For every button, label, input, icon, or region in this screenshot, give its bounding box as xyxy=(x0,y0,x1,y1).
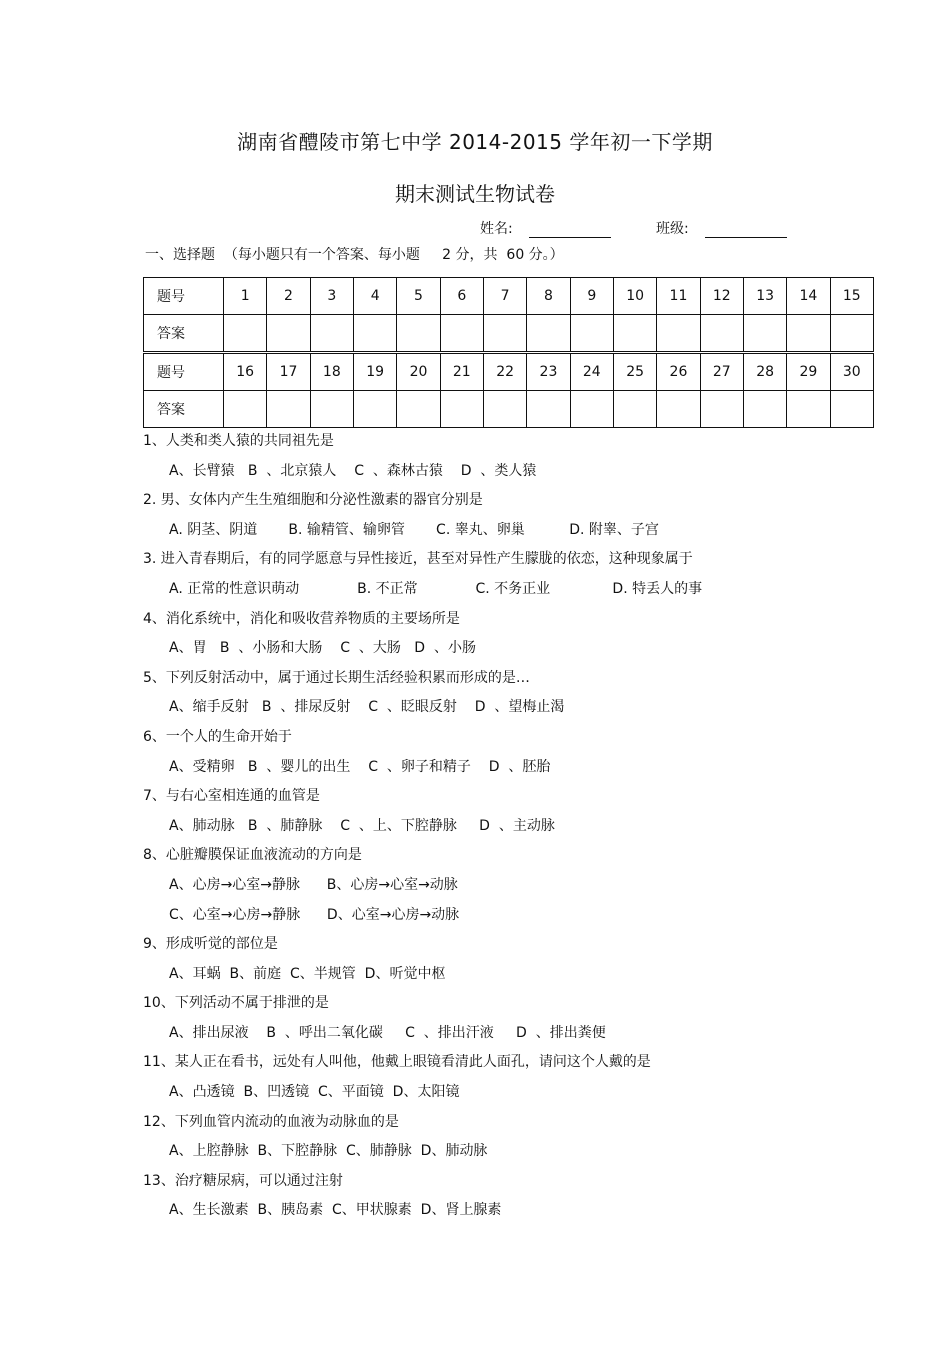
exam-title-line1: 湖南省醴陵市第七中学 2014-2015 学年初一下学期 xyxy=(237,130,713,154)
answer-cell[interactable] xyxy=(310,315,353,353)
answer-cell[interactable] xyxy=(830,391,873,428)
question-number: 10 xyxy=(613,278,656,315)
question-stem: 1、人类和类人猿的共同祖先是 xyxy=(143,433,334,449)
number-row-1 xyxy=(144,278,874,315)
question-number: 20 xyxy=(397,353,440,391)
answer-cell[interactable] xyxy=(657,315,700,353)
row-label-number: 题号 xyxy=(144,353,224,391)
question-number: 28 xyxy=(743,353,786,391)
question-stem: 8、心脏瓣膜保证血液流动的方向是 xyxy=(143,847,362,864)
answer-row-1 xyxy=(144,315,874,353)
answer-cell[interactable] xyxy=(830,315,873,353)
answer-row-2 xyxy=(144,391,874,428)
answer-cell[interactable] xyxy=(743,315,786,353)
question-number: 14 xyxy=(787,278,830,315)
answer-cell[interactable] xyxy=(613,315,656,353)
student-name-label: 姓名: xyxy=(480,221,513,237)
question-number: 21 xyxy=(440,353,483,391)
question-options: A、肺动脉 B 、肺静脉 C 、上、下腔静脉 D 、主动脉 xyxy=(169,817,555,834)
answer-cell[interactable] xyxy=(527,315,570,353)
question-number: 26 xyxy=(657,353,700,391)
question-number: 29 xyxy=(787,353,830,391)
answer-cell[interactable] xyxy=(787,391,830,428)
question-number: 16 xyxy=(224,353,267,391)
question-number: 19 xyxy=(353,353,396,391)
answer-table xyxy=(143,277,874,428)
answer-cell[interactable] xyxy=(483,315,526,353)
row-label-answer: 答案 xyxy=(144,391,224,428)
answer-cell[interactable] xyxy=(787,315,830,353)
question-options: A、缩手反射 B 、排尿反射 C 、眨眼反射 D 、望梅止渴 xyxy=(169,699,565,716)
student-name-blank[interactable] xyxy=(529,223,611,238)
question-number: 12 xyxy=(700,278,743,315)
answer-cell[interactable] xyxy=(353,315,396,353)
question-options: A、长臂猿 B 、北京猿人 C 、森林古猿 D 、类人猿 xyxy=(169,462,537,479)
exam-title-line2: 期末测试生物试卷 xyxy=(395,182,555,206)
answer-cell[interactable] xyxy=(397,315,440,353)
answer-cell[interactable] xyxy=(483,391,526,428)
question-number: 17 xyxy=(267,353,310,391)
question-stem: 4、消化系统中，消化和吸收营养物质的主要场所是 xyxy=(143,610,460,627)
question-options: A. 阴茎、阴道 B. 输精管、输卵管 C. 睾丸、卵巢 D. 附睾、子宫 xyxy=(169,521,659,538)
question-stem: 2. 男、女体内产生生殖细胞和分泌性激素的器官分别是 xyxy=(143,492,483,509)
question-number: 4 xyxy=(353,278,396,315)
question-number: 5 xyxy=(397,278,440,315)
question-stem: 7、与右心室相连通的血管是 xyxy=(143,788,320,805)
class-blank[interactable] xyxy=(705,223,787,238)
answer-cell[interactable] xyxy=(570,391,613,428)
question-stem: 10、下列活动不属于排泄的是 xyxy=(143,995,329,1012)
answer-cell[interactable] xyxy=(353,391,396,428)
answer-cell[interactable] xyxy=(657,391,700,428)
question-options: A、胃 B 、小肠和大肠 C 、大肠 D 、小肠 xyxy=(169,640,476,657)
question-options: C、心室→心房→静脉 D、心室→心房→动脉 xyxy=(169,906,460,923)
question-number: 13 xyxy=(743,278,786,315)
question-stem: 12、下列血管内流动的血液为动脉血的是 xyxy=(143,1113,399,1130)
question-number: 30 xyxy=(830,353,873,391)
answer-cell[interactable] xyxy=(397,391,440,428)
question-number: 27 xyxy=(700,353,743,391)
question-number: 11 xyxy=(657,278,700,315)
question-number: 15 xyxy=(830,278,873,315)
question-number: 18 xyxy=(310,353,353,391)
question-number: 6 xyxy=(440,278,483,315)
question-number: 2 xyxy=(267,278,310,315)
class-field[interactable] xyxy=(656,218,787,238)
answer-cell[interactable] xyxy=(267,391,310,428)
question-stem: 5、下列反射活动中，属于通过长期生活经验积累而形成的是… xyxy=(143,669,530,686)
section-heading: 一、选择题 （每小题只有一个答案、每小题 2 分，共 60 分。） xyxy=(145,247,564,263)
question-stem: 3. 进入青春期后，有的同学愿意与异性接近，甚至对异性产生朦胧的依恋，这种现象属于 xyxy=(143,551,693,568)
answer-cell[interactable] xyxy=(527,391,570,428)
answer-cell[interactable] xyxy=(700,391,743,428)
question-options: A、受精卵 B 、婴儿的出生 C 、卵子和精子 D 、胚胎 xyxy=(169,758,551,775)
answer-cell[interactable] xyxy=(224,315,267,353)
question-stem: 6、一个人的生命开始于 xyxy=(143,728,292,745)
answer-cell[interactable] xyxy=(310,391,353,428)
question-options: A、凸透镜 B、凹透镜 C、平面镜 D、太阳镜 xyxy=(169,1084,460,1101)
answer-cell[interactable] xyxy=(440,315,483,353)
question-stem: 9、形成听觉的部位是 xyxy=(143,936,278,953)
row-label-number: 题号 xyxy=(144,278,224,315)
question-options: A、排出尿液 B 、呼出二氧化碳 C 、排出汗液 D 、排出粪便 xyxy=(169,1024,606,1041)
question-options: A、心房→心室→静脉 B、心房→心室→动脉 xyxy=(169,876,458,893)
question-stem: 11、某人正在看书，远处有人叫他，他戴上眼镜看清此人面孔，请问这个人戴的是 xyxy=(143,1054,651,1071)
answer-cell[interactable] xyxy=(224,391,267,428)
question-stem: 13、治疗糖尿病，可以通过注射 xyxy=(143,1172,343,1189)
question-options: A、耳蜗 B、前庭 C、半规管 D、听觉中枢 xyxy=(169,965,446,982)
question-options: A、上腔静脉 B、下腔静脉 C、肺静脉 D、肺动脉 xyxy=(169,1143,488,1160)
question-number: 7 xyxy=(483,278,526,315)
answer-cell[interactable] xyxy=(743,391,786,428)
answer-cell[interactable] xyxy=(570,315,613,353)
question-number: 22 xyxy=(483,353,526,391)
number-row-2 xyxy=(144,353,874,391)
question-number: 1 xyxy=(224,278,267,315)
answer-cell[interactable] xyxy=(700,315,743,353)
answer-cell[interactable] xyxy=(613,391,656,428)
question-number: 24 xyxy=(570,353,613,391)
row-label-answer: 答案 xyxy=(144,315,224,353)
question-number: 23 xyxy=(527,353,570,391)
question-list xyxy=(143,427,903,1226)
question-number: 8 xyxy=(527,278,570,315)
question-number: 3 xyxy=(310,278,353,315)
answer-cell[interactable] xyxy=(440,391,483,428)
question-number: 9 xyxy=(570,278,613,315)
question-options: A. 正常的性意识萌动 B. 不正常 C. 不务正业 D. 特丢人的事 xyxy=(169,580,703,597)
question-number: 25 xyxy=(613,353,656,391)
answer-cell[interactable] xyxy=(267,315,310,353)
student-name-field[interactable] xyxy=(480,218,611,238)
class-label: 班级: xyxy=(656,221,689,237)
question-options: A、生长激素 B、胰岛素 C、甲状腺素 D、肾上腺素 xyxy=(169,1202,502,1219)
